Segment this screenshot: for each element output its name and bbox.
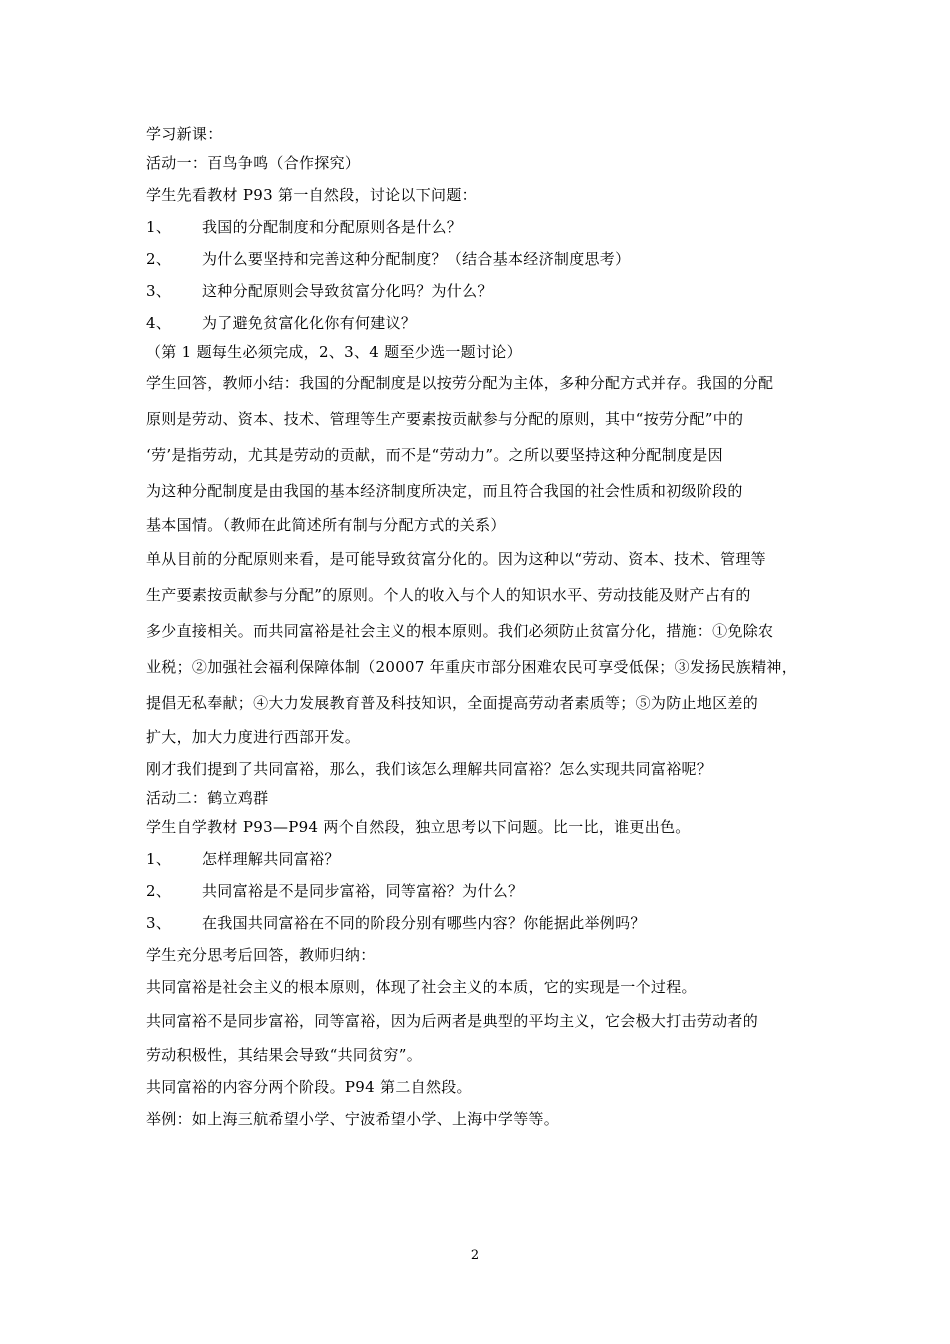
question-number: 4、 (146, 314, 172, 332)
analysis-line: 生产要素按贡献参与分配”的原则。个人的收入与个人的知识水平、劳动技能及财产占有的 (146, 586, 751, 604)
question-item (146, 243, 816, 275)
conclusion-line: 共同富裕是社会主义的根本原则，体现了社会主义的本质，它的实现是一个过程。 (146, 978, 697, 996)
conclusion-intro: 学生充分思考后回答，教师归纳： (146, 946, 376, 964)
example-line: 举例：如上海三航希望小学、宁波希望小学、上海中学等等。 (146, 1110, 560, 1128)
activity-two-instruction: 学生自学教材 P93—P94 两个自然段，独立思考以下问题。比一比，谁更出色。 (146, 818, 691, 836)
question-item (146, 275, 816, 307)
question-number: 2、 (146, 250, 172, 268)
question-number: 2、 (146, 882, 172, 900)
question-text: 共同富裕是不是同步富裕，同等富裕？为什么？ (202, 882, 524, 900)
conclusion-line: 共同富裕不是同步富裕，同等富裕，因为后两者是典型的平均主义，它会极大打击劳动者的 (146, 1012, 759, 1030)
question-item (146, 875, 816, 907)
analysis-line: 多少直接相关。而共同富裕是社会主义的根本原则。我们必须防止贫富分化，措施：①免除农 (146, 622, 774, 640)
question-text: 怎样理解共同富裕？ (202, 850, 340, 868)
question-text: 这种分配原则会导致贫富分化吗？为什么？ (202, 282, 493, 300)
question-note: （第 1 题每生必须完成，2、3、4 题至少选一题讨论） (146, 343, 522, 361)
question-item (146, 907, 816, 939)
question-item (146, 307, 816, 339)
question-number: 1、 (146, 218, 172, 236)
question-text: 为什么要坚持和完善这种分配制度？（结合基本经济制度思考） (202, 250, 631, 268)
question-text: 为了避免贫富化化你有何建议？ (202, 314, 417, 332)
activity-two-title: 活动二：鹤立鸡群 (146, 789, 269, 807)
question-text: 在我国共同富裕在不同的阶段分别有哪些内容？你能据此举例吗？ (202, 914, 646, 932)
summary-line: ‘劳’是指劳动，尤其是劳动的贡献，而不是“劳动力”。之所以要坚持这种分配制度是因 (146, 446, 723, 464)
summary-line: 基本国情。（教师在此简述所有制与分配方式的关系） (146, 516, 506, 534)
summary-line: 学生回答，教师小结：我国的分配制度是以按劳分配为主体，多种分配方式并存。我国的分配 (146, 374, 774, 392)
analysis-line: 提倡无私奉献；④大力发展教育普及科技知识，全面提高劳动者素质等；⑤为防止地区差的 (146, 694, 759, 712)
analysis-line: 单从目前的分配原则来看，是可能导致贫富分化的。因为这种以“劳动、资本、技术、管理等 (146, 550, 766, 568)
question-number: 3、 (146, 282, 172, 300)
question-item (146, 211, 816, 243)
question-number: 1、 (146, 850, 172, 868)
question-text: 我国的分配制度和分配原则各是什么？ (202, 218, 463, 236)
document-body (146, 121, 816, 1135)
section-heading: 学习新课： (146, 125, 223, 143)
question-number: 3、 (146, 914, 172, 932)
question-item (146, 843, 816, 875)
conclusion-line: 劳动积极性，其结果会导致“共同贫穷”。 (146, 1046, 423, 1064)
conclusion-line: 共同富裕的内容分两个阶段。P94 第二自然段。 (146, 1078, 472, 1096)
analysis-line: 扩大，加大力度进行西部开发。 (146, 728, 361, 746)
summary-line: 原则是劳动、资本、技术、管理等生产要素按贡献参与分配的原则，其中“按劳分配”中的 (146, 410, 744, 428)
activity-one-instruction: 学生先看教材 P93 第一自然段，讨论以下问题： (146, 186, 477, 204)
page-number: 2 (470, 1248, 480, 1263)
activity-one-title: 活动一：百鸟争鸣（合作探究） (146, 154, 361, 172)
analysis-line: 业税；②加强社会福利保障体制（20007 年重庆市部分困难农民可享受低保；③发扬民族精神， (146, 658, 797, 676)
summary-line: 为这种分配制度是由我国的基本经济制度所决定，而且符合我国的社会性质和初级阶段的 (146, 482, 743, 500)
transition-text: 刚才我们提到了共同富裕，那么，我们该怎么理解共同富裕？怎么实现共同富裕呢？ (146, 760, 713, 778)
